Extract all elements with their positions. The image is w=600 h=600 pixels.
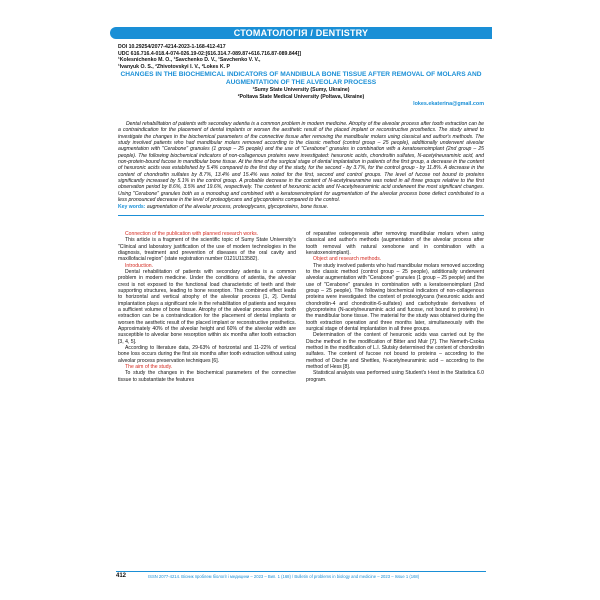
article-title: CHANGES IN THE BIOCHEMICAL INDICATORS OF MANDIBULA BONE TISSUE AFTER REMOVAL OF MOLARS AND AUGMENTATION OF THE ALVEOLAR PROCESS bbox=[120, 71, 482, 87]
authors-line-1: ¹Kolesnichenko M. O., ¹Savchenko D. V., ¹Savchenko V. V., bbox=[118, 57, 261, 64]
paragraph-statistics: Statistical analysis was performed using Student's t-test in the Statistica 6.0 program. bbox=[306, 370, 484, 383]
heading-connection: Connection of the publication with planned research works. bbox=[125, 230, 259, 237]
contact-email[interactable]: lokes.ekaterina@gmail.com bbox=[413, 101, 484, 108]
abstract: Dental rehabilitation of patients with secondary adentia is a common problem in modern medicine. Atrophy of the alveolar process after tooth extraction can be a contraindication for the placement of dental implants or worsen the aesthetic result of the placed implant or reconstructive prosthetics. The study aimed to investigate the changes in the biochemical parameters of the connective tissue after removing the mandibular molars using classical and author's methods. The study involved patients who had mandibular molars removed according to the classic method (control group – 25 people), additionally underwent alveolar augmentation with "Cerabone" granules (1 group – 25 people) and the use of "Cerabone" granules in combination with a keratoxenoimplant (2nd group – 25 people). The following biochemical indicators of non-collagenous proteins were investigated: hexuronic acids, chondroitin sulfates, N-acetylneuraminic acid, and non-protein-bound fucose in mandibular bone tissue. At the time of the surgical stage of dental implantation in patients of the first group, a decrease in the content of hexuronic acids was established by 5.4% compared to the first day of the study, for the second - by 3.7%, for the control group - by 11.8%. A decrease in the content of chondroitin sulfates by 8.7%, 13.4% and 15.4% was noted for the first, second and control groups. The level of fucose not bound to proteins significantly increased by 5.1% in the control group. A probable decrease in the content of N-acetylneuramine was noted in all three groups relative to the first observation period by 8.6%, 3.5% and 19.6%, respectively. The content of hexuronic acids and N-acetylneuraminic acid underwent the most significant changes. Using "Cerabone" granules both as a monodrug and combined with a keratoxenoimplant for augmentation of the alveolar process bone defect contributed to a less pronounced decrease in the level of proteoglycans and glycoproteins compared to the control. bbox=[118, 120, 484, 204]
page-number: 412 bbox=[116, 573, 127, 579]
article-meta bbox=[118, 44, 484, 70]
body-columns bbox=[118, 231, 484, 383]
paragraph-literature: According to literature data, 29-63% of horizontal and 11-22% of vertical bone loss occurs during the first six months after tooth extraction without using alveolar process preservation techniques [6]. bbox=[118, 345, 296, 364]
udc: UDC 616.716.4-018.4-074-026.19-02:[616.314.7-089.87+616.716.87-089.844]] bbox=[118, 50, 301, 57]
section-title: СТОМАТОЛОГІЯ / DENTISTRY bbox=[233, 28, 369, 38]
doi[interactable]: DOI 10.29254/2077-4214-2023-1-168-412-417 bbox=[118, 44, 226, 50]
heading-methods: Object and research methods. bbox=[313, 256, 382, 263]
heading-introduction: Introduction. bbox=[125, 262, 154, 269]
left-column bbox=[118, 231, 296, 383]
affiliation-1: ¹Sumy State University (Sumy, Ukraine) bbox=[252, 87, 350, 94]
paragraph-methods: The study involved patients who had mandibular molars removed according to the classic method (control group – 25 people), additionally underwent alveolar augmentation with "Cerabone" granules (1 group – 25 people) and the use of "Cerabone" granules in combination with a keratoxenoimplant (2nd group – 25 people). The following biochemical indicators of non-collagenous proteins were investigated: the content of proteoglycans (hexuronic acids and chondroitin-4 and chondroitin-6-sulfates) and carbohydrate derivatives of glycoproteins (N-acetylneuraminic acid and fucose, not bound to proteins) in the mandibular bone tissue. The material for the study was obtained during the tooth extraction operation and three months later, simultaneously with the surgical stage of dental implantation in all three groups. bbox=[306, 262, 484, 333]
article-page bbox=[118, 44, 484, 383]
divider bbox=[118, 215, 484, 216]
paragraph-connection: This article is a fragment of the scientific topic of Sumy State University's "Clinical and laboratory justification of the use of modern technologies in the diagnosis, treatment and prevention of diseases of the oral cavity and maxillofacial region" (state registration number 0121U113582). bbox=[118, 237, 296, 263]
paragraph-continued: of reparative osteogenesis after removing mandibular molars when using classical and author's methods (augmentation of the alveolar process after tooth removal with natural xenobone and in combination with a keratoxenoimplant). bbox=[306, 230, 484, 256]
authors-line-2: ¹Ivanyuk O. S., ²Zhivotovskyi I. V., ²Lokes K. P bbox=[118, 63, 230, 70]
keywords-text: augmentation of the alveolar process, proteoglycans, glycoproteins, bone tissue. bbox=[146, 204, 329, 211]
journal-citation: ISSN 2077-4214. Вісник проблем біології і медицини – 2023 – Вип. 1 (168) / Bulletin of problems in biology and medicine – 2023 – Issue 1 (168) bbox=[148, 573, 420, 579]
paragraph-introduction: Dental rehabilitation of patients with secondary adentia is a common problem in modern medicine. Under the conditions of adentia, the alveolar crest is not exposed to the functional load characteristic of teeth and their supporting structures, leading to bone resorption. This combined effect leads to horizontal and vertical atrophy of the alveolar process [1, 2]. Dental implantation plays a significant role in the rehabilitation of patients and requires a sufficient volume of bone tissue. Atrophy of the alveolar process after tooth extraction can be a contraindication for the placement of dental implants or worsen the aesthetic result of the placed implant or reconstructive prosthetics. Approximately 40% of the alveolar height and 60% of the alveolar width are susceptible to alveolar bone resorption within six months after tooth extraction [3, 4, 5]. bbox=[118, 268, 296, 345]
affiliation-2: ²Poltava State Medical University (Poltava, Ukraine) bbox=[237, 93, 365, 100]
section-header-bar bbox=[110, 27, 492, 39]
heading-aim: The aim of the study. bbox=[125, 364, 173, 371]
keywords-label: Key words: bbox=[118, 204, 146, 211]
keywords bbox=[118, 204, 484, 210]
paragraph-aim: To study the changes in the biochemical parameters of the connective tissue to substantiate the features bbox=[118, 370, 296, 383]
page-footer bbox=[116, 571, 486, 581]
affiliations bbox=[118, 87, 484, 100]
paragraph-determination: Determination of the content of hexuronic acids was carried out by the Dische method in the modification of Bitter and Muir [7]. The Nemeth-Csoka method in the modification of L.I. Slutsky determined the content of chondroitin sulfates. The content of fucose not bound to proteins – according to the method of Dische and Shettles, N-acetylneuraminic acid – according to the method of Hess [8]. bbox=[306, 332, 484, 371]
right-column bbox=[306, 231, 484, 383]
